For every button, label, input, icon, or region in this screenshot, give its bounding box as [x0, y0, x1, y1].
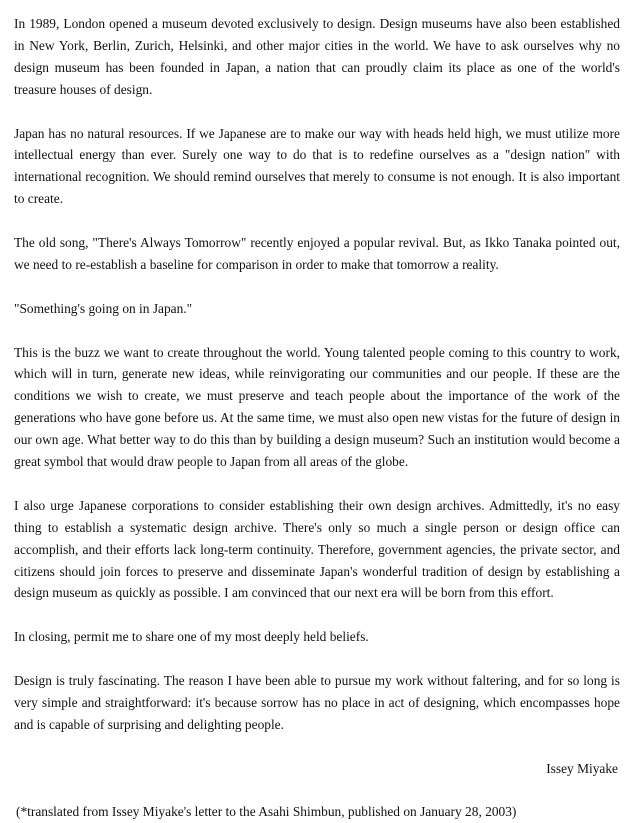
paragraph-design-nation: Japan has no natural resources. If we Japanese are to make our way with heads held high, we must utilize more intellectual energy than ever. Surely one way to do that is to redefine ourselves as a "design nation" with international recognition. We should remind ourselves that merely to consume is not enough. It is also important to create.: [14, 125, 620, 207]
paragraph-closing: In closing, permit me to share one of my most deeply held beliefs.: [14, 629, 369, 645]
paragraph-something-going-on: "Something's going on in Japan.": [14, 300, 193, 316]
letter-document: [14, 13, 620, 823]
paragraph-design-fascinating: Design is truly fascinating. The reason I have been able to pursue my work without faltering, and for so long is very simple and straightforward: it's because sorrow has no place in act of designing, which encompasses hope and is capable of surprising and delighting people.: [14, 673, 620, 732]
paragraph-old-song: The old song, "There's Always Tomorrow" recently enjoyed a popular revival. But, as Ikko Tanaka pointed out, we need to re-establish a baseline for comparison in order to make that tomorrow a reality.: [14, 235, 620, 272]
paragraph-design-museums: In 1989, London opened a museum devoted exclusively to design. Design museums have also been established in New York, Berlin, Zurich, Helsinki, and other major cities in the world. We have to ask ourselves why no design museum has been founded in Japan, a nation that can proudly claim its place as one of the world's treasure houses of design.: [14, 16, 620, 97]
signature: Issey Miyake: [546, 760, 618, 776]
paragraph-corporate-archives: I also urge Japanese corporations to consider establishing their own design archives. Admittedly, it's no easy thing to establish a systematic design archive. There's only so much a single person or design office can accomplish, and their efforts lack long-term continuity. Therefore, government agencies, the private sector, and citizens should join forces to preserve and disseminate Japan's wonderful tradition of design by establishing a design museum as quickly as possible. I am convinced that our next era will be born from this effort.: [14, 497, 620, 601]
paragraph-buzz: This is the buzz we want to create throughout the world. Young talented people coming to this country to work, which will in turn, generate new ideas, while reinvigorating our communities and our people. If these are the conditions we wish to create, we must preserve and teach people about the importance of the work of the generations who have gone before us. At the same time, we must also open new vistas for the future of design in our own age. What better way to do this than by building a design museum? Such an institution would become a great symbol that would draw people to Japan from all areas of the globe.: [14, 344, 620, 470]
translation-footnote: (*translated from Issey Miyake's letter to the Asahi Shimbun, published on January 28, 2003): [16, 804, 517, 820]
